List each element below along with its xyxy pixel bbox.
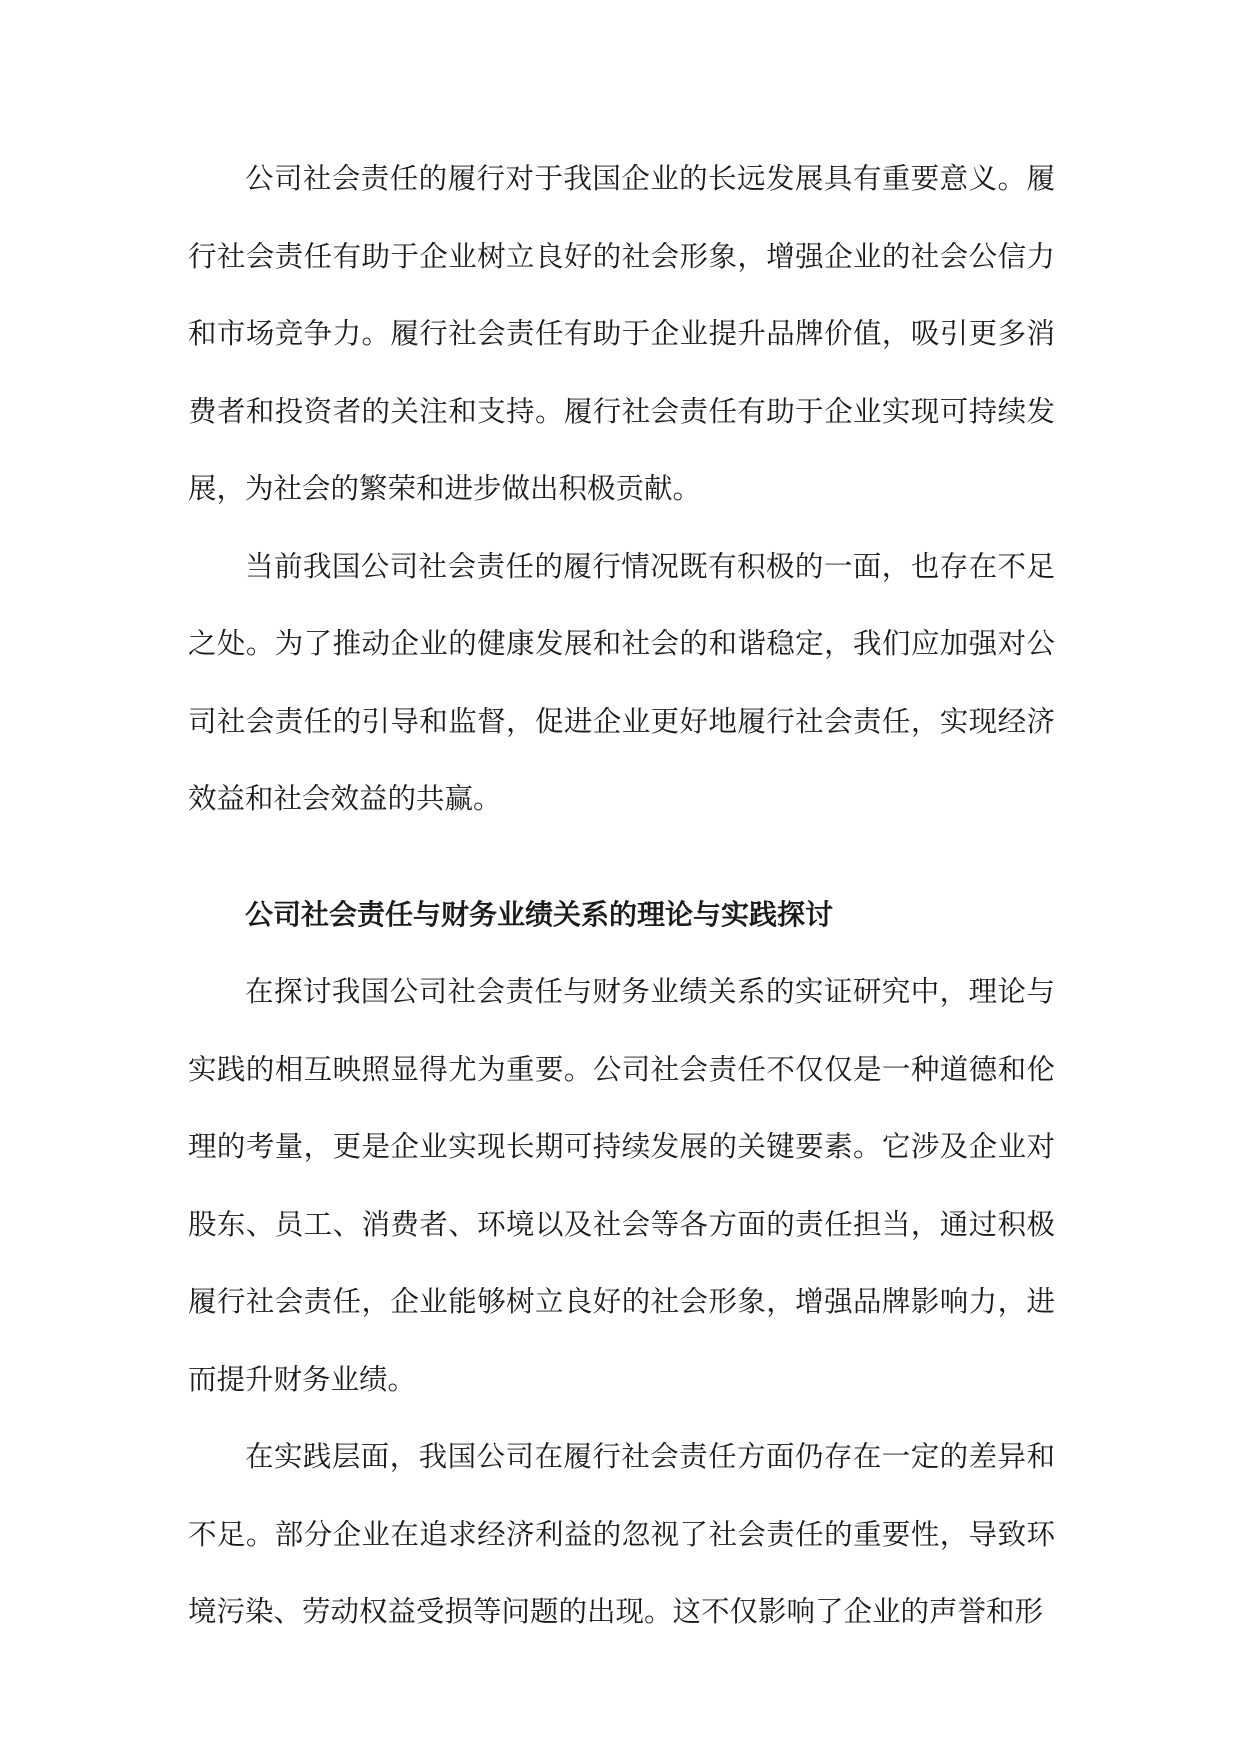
section-heading: 公司社会责任与财务业绩关系的理论与实践探讨 [245, 897, 834, 931]
paragraph-csr-current-status: 当前我国公司社会责任的履行情况既有积极的一面，也存在不足之处。为了推动企业的健康发展和社会的和谐稳定，我们应加强对公司社会责任的引导和监督，促进企业更好地履行社会责任，实现经济效益和社会效益的共赢。 [188, 549, 1055, 815]
paragraph-theory-practice: 在探讨我国公司社会责任与财务业绩关系的实证研究中，理论与实践的相互映照显得尤为重要。公司社会责任不仅仅是一种道德和伦理的考量，更是企业实现长期可持续发展的关键要素。它涉及企业对股东、员工、消费者、环境以及社会等各方面的责任担当，通过积极履行社会责任，企业能够树立良好的社会形象，增强品牌影响力，进而提升财务业绩。 [188, 975, 1055, 1396]
paragraph-practice-level: 在实践层面，我国公司在履行社会责任方面仍存在一定的差异和不足。部分企业在追求经济利益的忽视了社会责任的重要性，导致环境污染、劳动权益受损等问题的出现。这不仅影响了企业的声誉和形 [188, 1440, 1055, 1628]
document-body [188, 140, 1055, 1651]
paragraph-csr-significance: 公司社会责任的履行对于我国企业的长远发展具有重要意义。履行社会责任有助于企业树立良好的社会形象，增强企业的社会公信力和市场竞争力。履行社会责任有助于企业提升品牌价值，吸引更多消费者和投资者的关注和支持。履行社会责任有助于企业实现可持续发展，为社会的繁荣和进步做出积极贡献。 [188, 162, 1055, 505]
section-spacer [188, 838, 1055, 876]
